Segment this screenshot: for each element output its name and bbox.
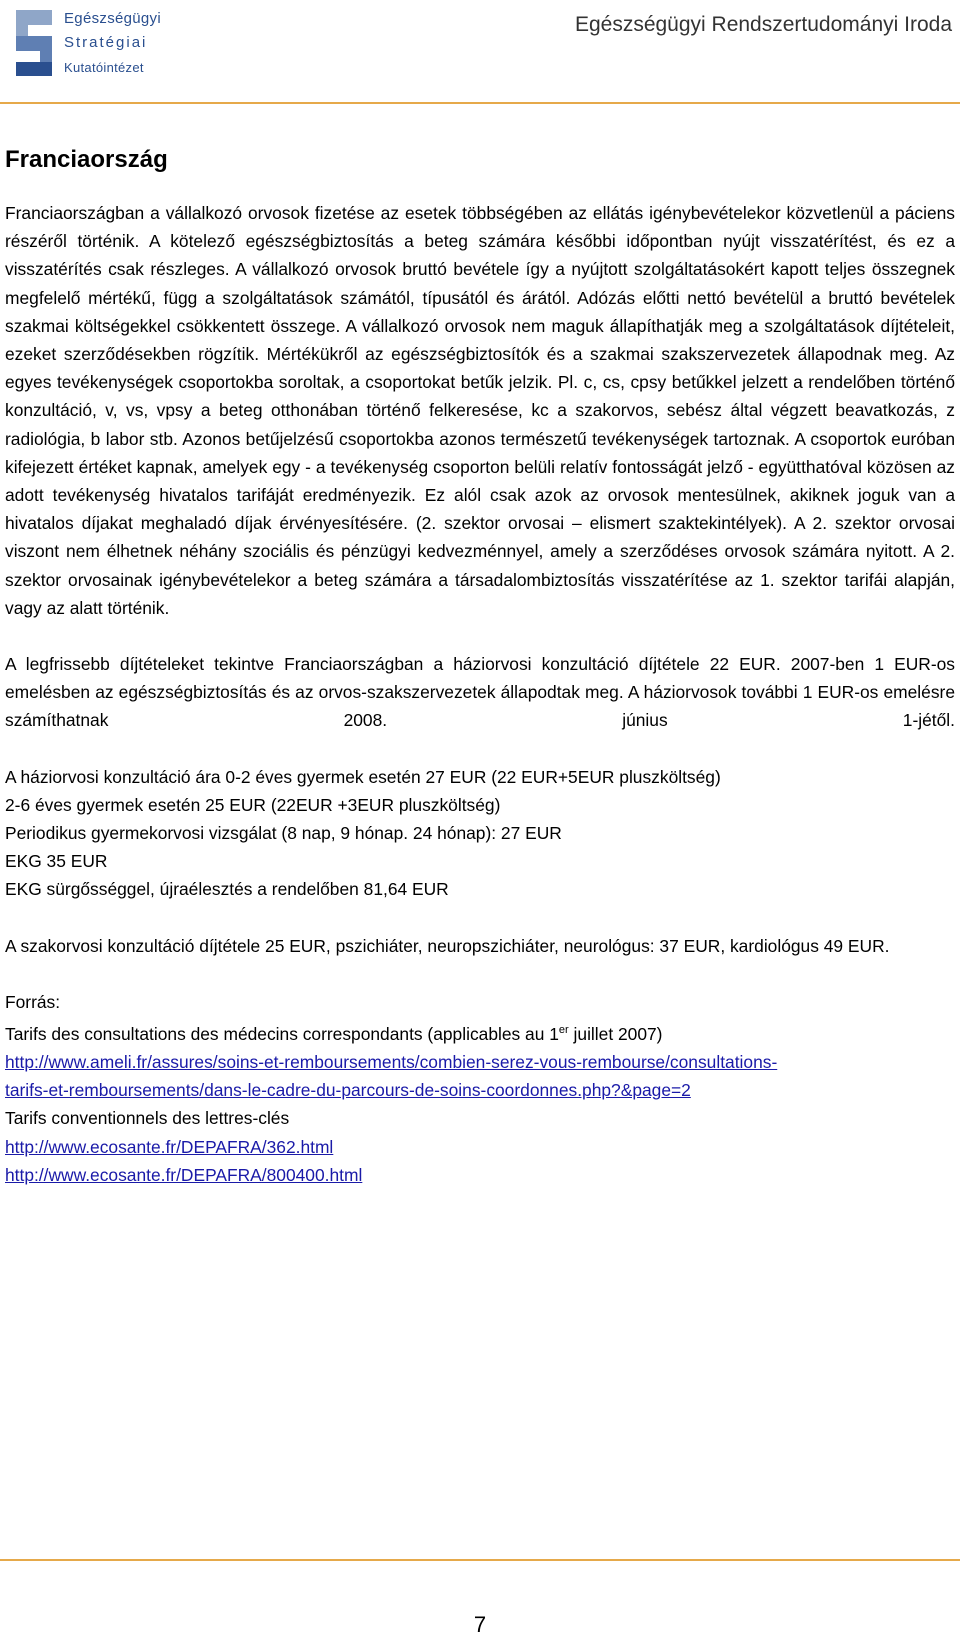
fee-line-child-2-6: 2-6 éves gyermek esetén 25 EUR (22EUR +3EUR pluszköltség) — [5, 794, 501, 815]
source-link-ameli-line-2[interactable]: tarifs-et-remboursements/dans-le-cadre-du-parcours-de-soins-coordonnes.php?&page=2 — [5, 1080, 691, 1101]
fee-line-ekg-emergency: EKG sürgősséggel, újraélesztés a rendelőben 81,64 EUR — [5, 879, 449, 900]
source-item-1-text-end: juillet 2007) — [568, 1023, 663, 1044]
organization-name: Egészségügyi Rendszertudományi Iroda — [574, 13, 952, 36]
fee-line-ekg: EKG 35 EUR — [5, 851, 108, 872]
footer-divider — [0, 1559, 960, 1561]
fee-line-periodic-exam: Periodikus gyermekorvosi vizsgálat (8 nap, 9 hónap. 24 hónap): 27 EUR — [5, 823, 562, 844]
source-link-ecosante-362[interactable]: http://www.ecosante.fr/DEPAFRA/362.html — [5, 1136, 334, 1157]
logo-line-2: Stratégiai — [64, 34, 148, 51]
logo-line-3: Kutatóintézet — [64, 60, 144, 75]
sources-label: Forrás: — [5, 991, 61, 1012]
source-item-1-text: Tarifs des consultations des médecins correspondants (applicables au 1 — [5, 1023, 559, 1044]
paragraph-specialist-fees: A szakorvosi konzultáció díjtétele 25 EUR, pszichiáter, neuropszichiáter, neurológus: 37 EUR, kardiológus 49 EUR. — [5, 935, 890, 956]
source-item-1-superscript: er — [558, 1024, 569, 1037]
fee-line-child-0-2: A háziorvosi konzultáció ára 0-2 éves gyermek esetén 27 EUR (22 EUR+5EUR pluszköltség) — [5, 766, 721, 787]
page-number: 7 — [473, 1612, 487, 1637]
section-title: Franciaország — [5, 146, 168, 173]
paragraph-latest-fees: A legfrissebb díjtételeket tekintve Franciaországban a háziorvosi konzultáció díjtétele 22 EUR. 2007-ben 1 EUR-os emelésben az egészségbiztosítás és az orvos-szakszervezetek állapodtak meg. A háziorvosok további 1 EUR-os emelésre számíthatnak 2008. június 1-jétől. — [5, 654, 955, 731]
logo-line-1: Egészségügyi — [64, 10, 161, 27]
source-link-ecosante-800400[interactable]: http://www.ecosante.fr/DEPAFRA/800400.html — [5, 1164, 363, 1185]
source-link-ameli[interactable] — [5, 1048, 955, 1104]
paragraph-fee-list — [5, 763, 955, 904]
sources-block — [5, 988, 955, 1189]
source-item-1 — [5, 1016, 955, 1048]
paragraph-payment-system: Franciaországban a vállalkozó orvosok fizetése az esetek többségében az ellátás igénybevételekor közvetlenül a páciens részéről történik. A kötelező egészségbiztosítás a beteg számára későbbi időpontban nyújt visszatérítést, és ez a visszatérítés csak részleges. A vállalkozó orvosok bruttó bevétele így a nyújtott szolgáltatásokért kapott teljes összegnek megfelelő mértékű, függ a szolgáltatások számától, típusától és árától. Adózás előtti nettó bevételül a bruttó bevételek szakmai költségekkel csökkentett összege. A vállalkozó orvosok nem maguk állapíthatják meg a szolgáltatások díjtételeit, ezeket szerződésekben rögzítik. Mértékükről az egészségbiztosítók és a szakmai szakszervezetek állapodnak meg. Az egyes tevékenységek csoportokba soroltak, a csoportokat betűk jelzik. Pl. c, cs, cpsy betűkkel jelzett a rendelőben történő konzultáció, v, vs, vpsy a beteg otthonában történő felkeresése, kc a szakorvos, sebész által végzett beavatkozás, z radiológia, b labor stb. Azonos betűjelzésű csoportokba azonos természetű tevékenységek tartoznak. A csoportok euróban kifejezett értéket kapnak, amelyek egy - a tevékenység csoporton belüli relatív fontosságát jelző - együtthatóval közösen az adott tevékenység hivatalos tarifáját eredményezik. Ez alól csak azok az orvosok mentesülnek, akiknek joguk van a hivatalos díjakat meghaladó díjak érvényesítésére. (2. szektor orvosai – elismert szaktekintélyek). A 2. szektor orvosai viszont nem élhetnek néhány szociális és pénzügyi kedvezménnyel, amely a szerződéses orvosok számára nyitott. A 2. szektor orvosainak igénybevételekor a beteg számára a társadalombiztosítás visszatérítése az 1. szektor tarifái alapján, vagy az alatt történik. — [5, 203, 955, 618]
page-header — [0, 0, 960, 104]
header-divider — [0, 102, 960, 104]
document-body — [5, 143, 955, 1217]
source-item-2: Tarifs conventionnels des lettres-clés — [5, 1108, 290, 1129]
source-link-ameli-line-1[interactable]: http://www.ameli.fr/assures/soins-et-remboursements/combien-serez-vous-rembourse/consultations- — [5, 1052, 778, 1073]
institute-logo — [10, 8, 161, 84]
